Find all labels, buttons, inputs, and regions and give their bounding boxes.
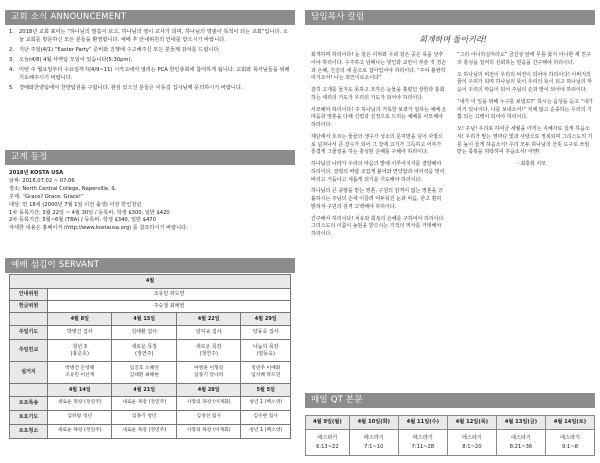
column-paragraph: 하나님의 큰 종말을 받는 영혼, 구원의 감격이 없는 영혼을 긍휼하시는 주님의 손에 이끌려 어두워진 눈과 마음, 닫고 휜허 밝혀져 구원의 감격 고백해야 하리이다. bbox=[311, 188, 443, 210]
column-paragraph: 사모해야 하리이다! 주 하나님의 거룩한 보좌가 임하는 예배 온 마음과 영혼을 다해 신령과 진정으로 드리는 예배를 사모해야 하리이다. bbox=[311, 106, 447, 128]
qt-title: 매일 QT 본문 bbox=[311, 395, 363, 405]
column-paragraph: “그리 아니하실지라도” 금신상 앞에 무릎 꿇지 아니한 세 친구의 충성을 철저히 신뢰하는 믿음을 간구해야 하리이다. bbox=[457, 52, 591, 66]
item-number: 2. bbox=[9, 46, 14, 53]
servant-cell: 새로운 목장 (정연주) bbox=[112, 397, 176, 411]
announcement-item bbox=[9, 29, 291, 45]
row-label: 토요청소 bbox=[10, 425, 48, 439]
qt-day: 4월 10일(화) bbox=[349, 416, 398, 430]
column-header-title: 담임목사 칼럼 bbox=[311, 12, 365, 22]
servant-cell: 청년 1 (백소영) bbox=[241, 425, 291, 439]
column-body-left bbox=[311, 52, 447, 243]
servant-cell: 새로운 목장 (정연주) bbox=[176, 340, 240, 362]
item-text: 미번 주 월요일부터 수요일까지(4/9~11) 시카고에서 열리는 PCA 한인총회에 참여하게 됩니다. 교회와 목사님들을 위해 기도해주시기 바랍니다. bbox=[19, 66, 290, 81]
servant-cell: 김태환 집사 bbox=[112, 326, 176, 340]
servant-cell: 임진호 오혜연 김태환 최혜현 bbox=[112, 362, 176, 384]
event-line: 주제: “Grace? Grace. Grace!” bbox=[9, 193, 84, 200]
servant-cell: 사랑의 목장 (이재화) bbox=[176, 397, 240, 411]
servant-table bbox=[9, 274, 291, 439]
event-line: 2차 등록기간: 5월~6월 (TBA) / 등록비: 학생 $340, 일반 $470 bbox=[9, 217, 156, 224]
servant-cell: 청년 1 (백소영) bbox=[241, 397, 291, 411]
qt-table bbox=[305, 415, 595, 456]
event-line: 장소: North Central College, Naperville, IL bbox=[9, 185, 116, 192]
column-paragraph: 간구해야 하리이다! 치유와 회복의 은혜를 구하여야 하리이다. 그리스도의 이름이 높임을 받으시는 기적의 역사를 가대해야 하리이다. bbox=[311, 215, 445, 237]
servant-cell: 박병건 집사 bbox=[48, 326, 112, 340]
column-paragraph: 감히 고개를 들지도 못하고 조각은 눈물을 흘렸던 상한과 통회하는 세리의 기도가 우리의 기도가 되어야 하리이다. bbox=[311, 87, 445, 101]
guide-value: 조유민 곽도연 bbox=[48, 289, 291, 301]
blank-label bbox=[10, 313, 48, 326]
servant-cell: 사랑의 목장 (이재화) bbox=[176, 425, 240, 439]
servant-cell: 여병훈 이형길 임종기 강나희 bbox=[176, 362, 240, 384]
row-label: 설거지 bbox=[10, 362, 48, 384]
education-title: 교계 동정 bbox=[11, 152, 48, 162]
date-cell: 4월 21일 bbox=[112, 384, 176, 397]
servant-cell: 나눔의 목장 (양동욱) bbox=[241, 340, 291, 362]
column-body-right bbox=[457, 52, 593, 173]
qt-header bbox=[305, 393, 595, 408]
row-label: 주일기도 bbox=[10, 326, 48, 340]
event-line: 날짜: 2018.07.02 ~ 07.06 bbox=[9, 177, 75, 184]
qt-day: 4월 13일(금) bbox=[496, 416, 545, 430]
row-label: 토요특송 bbox=[10, 397, 48, 411]
column-paragraph: 오 하나님의 비전이 우리의 비전이 되어야 하리이다! 아버지의 꿈이 우리가 되며 하나님의 뜻이 우리의 뜻이 되고 하나님의 마음이 우리의 마음이 되어 주님의 손과 발이 되어야 하리이다. bbox=[457, 71, 593, 93]
servant-cell: 양동욱 집사 bbox=[241, 326, 291, 340]
item-text: 경배와찬양팀에서 찬양팀원을 구합니다. 관심 있으신 분들은 이동길 집사님께 문의하시기 바랍니다. bbox=[19, 84, 243, 91]
qt-ref: 에스라기 8:1~20 bbox=[447, 430, 496, 456]
offering-value: 주승철 최예현 bbox=[48, 301, 291, 313]
qt-ref: 에스라기 6:13~22 bbox=[306, 430, 350, 456]
row-label: 토요기도 bbox=[10, 411, 48, 425]
column-paragraph: “내가 이 일을 위해 누구를 보낼꼬?” 하시는 음성을 듣고 “내가 여기 있나이다. 나를 보내소서!” 지체 않고 순종하는 우리의 기쁨 되는 고백이 되어야 하리이다. bbox=[457, 98, 593, 121]
announcement-item bbox=[9, 67, 291, 83]
qt-day: 4월 14일(토) bbox=[545, 416, 594, 430]
servant-cell: 새로운 목장 (정연주) bbox=[48, 397, 112, 411]
date-cell: 4월 29일 bbox=[241, 313, 291, 326]
servant-cell: 새로운 목장 (정연주) bbox=[112, 340, 176, 362]
servant-cell: 김수현 집사 bbox=[241, 411, 291, 425]
date-cell: 4월 15일 bbox=[112, 313, 176, 326]
servant-header bbox=[5, 258, 295, 273]
event-line: 대상: 만 18세 (2000년 7월 1일 이전 출생) 이상 한인청년 bbox=[9, 201, 142, 208]
servant-cell: 임종기 청년 bbox=[112, 411, 176, 425]
servant-cell: 청년 3 (홍준호) bbox=[48, 340, 112, 362]
event-line: 1차 등록기간: 3월 22일 ~ 4월 30일 / 등록비: 학생 $300, 일반 $420 bbox=[9, 209, 170, 216]
announcement-item bbox=[9, 57, 291, 65]
announcement-header bbox=[5, 10, 295, 25]
announcement-item bbox=[9, 85, 291, 93]
column-paragraph: 제단에서 흐르는 물들의 생수가 성소의 문지방을 넘어 사방으로 넘쳐나서 큰 강수가 되어 그 강에 고기가 그득하고 어부가 흥겹게 그물질을 하는 충성된 은혜를 구해야 하리이다. bbox=[311, 133, 443, 156]
guide-label: 안내위원 bbox=[10, 289, 48, 301]
date-cell: 4월 22일 bbox=[176, 313, 240, 326]
blank-label bbox=[10, 384, 48, 397]
announcement-item bbox=[9, 47, 291, 55]
qt-day: 4월 11일(수) bbox=[398, 416, 447, 430]
column-paragraph: 회개하며 하리이다! 눈 같은 이마와 우뢰 같은 공은 목을 날추어야 하리이다. 수주하고 넘배나는 헛인과 교만이 부술 것 경손과 은혜, 진실의 새 문으로 잡아입어야 하리이다. “주여 불쌍히 여기소서! 나는 죄인이로소이다” bbox=[311, 52, 447, 82]
column-paragraph: 오! 주님! 우리로 하여금 세월을 아끼는 지혜자로 살게 하옵소서! 우리가 말는 영마다 빛과 사랑으로 정복되며 그리스도의 기를 높이 들게 하옵소서! 우리 모두 하나님의 산뜻 도구로 쓰임 받는 축복을 허락하여 주옵소서! 아멘! bbox=[457, 126, 593, 156]
servant-cell: 김하람 청년 bbox=[48, 411, 112, 425]
servant-cell: 새로운 목장 (정연주) bbox=[112, 425, 176, 439]
servant-title: 예배 섬김이 SERVANT bbox=[11, 260, 100, 270]
announcement-title: 교회 소식 ANNOUNCEMENT bbox=[11, 12, 127, 22]
announcement-list bbox=[9, 29, 291, 95]
qt-ref: 에스라기 7:1~10 bbox=[349, 430, 398, 456]
servant-cell: 박병건 손영해 조유민 이선재 bbox=[48, 362, 112, 384]
right-column bbox=[305, 0, 595, 463]
row-label: 주일친교 bbox=[10, 340, 48, 362]
servant-cell: 김경선 집사 bbox=[176, 411, 240, 425]
item-text: 2018년 교회 표어는 “하나님의 말씀이 보고, 하나님의 영이 교사가 되며, 하나님의 영광이 목적이 되는 교회”입니다. 오늘 교회를 방문하신 모든 분들을 환영합니다. 예배 후 안내위원의 안내를 받으시기 바랍니다. bbox=[19, 29, 288, 43]
servant-cell: 임익규 집사 bbox=[176, 326, 240, 340]
column-paragraph: 하나님의 나라가 우리의 마음의 밭에 이루어지기를 겸양해야 하리이다. 성령의 바람 조업게 불어와 연약함과 어리석음 벗어버리고 거듭나고 새롭게 되기를 기도해야 하리이다. bbox=[311, 161, 445, 183]
date-cell: 4월 8일 bbox=[48, 313, 112, 326]
date-cell: 5월 5일 bbox=[241, 384, 291, 397]
qt-ref: 에스라기 7:11~28 bbox=[398, 430, 447, 456]
event-line: 자세한 내용은 홈페이지 (http://www.kostausa.org) 를 참조하시기 바랍니다. bbox=[9, 225, 188, 232]
qt-day: 4월 12일(목) bbox=[447, 416, 496, 430]
item-number: 5. bbox=[9, 84, 14, 91]
column-title: 회개하며 돌이키라! bbox=[419, 35, 487, 44]
item-text: 오늘(4/8) 4월 사역팀 모임이 있습니다(5:30pm). bbox=[19, 56, 133, 63]
date-cell: 4월 14일 bbox=[48, 384, 112, 397]
qt-day: 4월 9일(월) bbox=[306, 416, 350, 430]
item-number: 4. bbox=[9, 66, 14, 73]
date-cell: 4월 28일 bbox=[176, 384, 240, 397]
education-block bbox=[9, 170, 291, 233]
item-number: 1. bbox=[9, 29, 14, 35]
column-signature: - 최충희 사모 bbox=[517, 161, 547, 167]
event-title: 2018년 KOSTA USA bbox=[9, 170, 64, 176]
offering-label: 헌금위원 bbox=[10, 301, 48, 313]
month-cell: 4월 bbox=[10, 275, 291, 289]
column-header bbox=[305, 10, 595, 25]
education-header bbox=[5, 150, 295, 165]
servant-cell: 새로운 목장 (정연주) bbox=[48, 425, 112, 439]
item-number: 3. bbox=[9, 56, 14, 63]
left-column bbox=[5, 0, 295, 463]
item-text: 지난 주일(4/1) “Easter Party” 준비와 진행에 수고해주신 모든 분들께 감사를 드립니다. bbox=[19, 46, 221, 53]
qt-ref: 에스라기 9:1~8 bbox=[545, 430, 594, 456]
qt-ref: 에스라기 8:21~36 bbox=[496, 430, 545, 456]
servant-cell: 정연주 이예화 임지혜 곽도연 bbox=[241, 362, 291, 384]
